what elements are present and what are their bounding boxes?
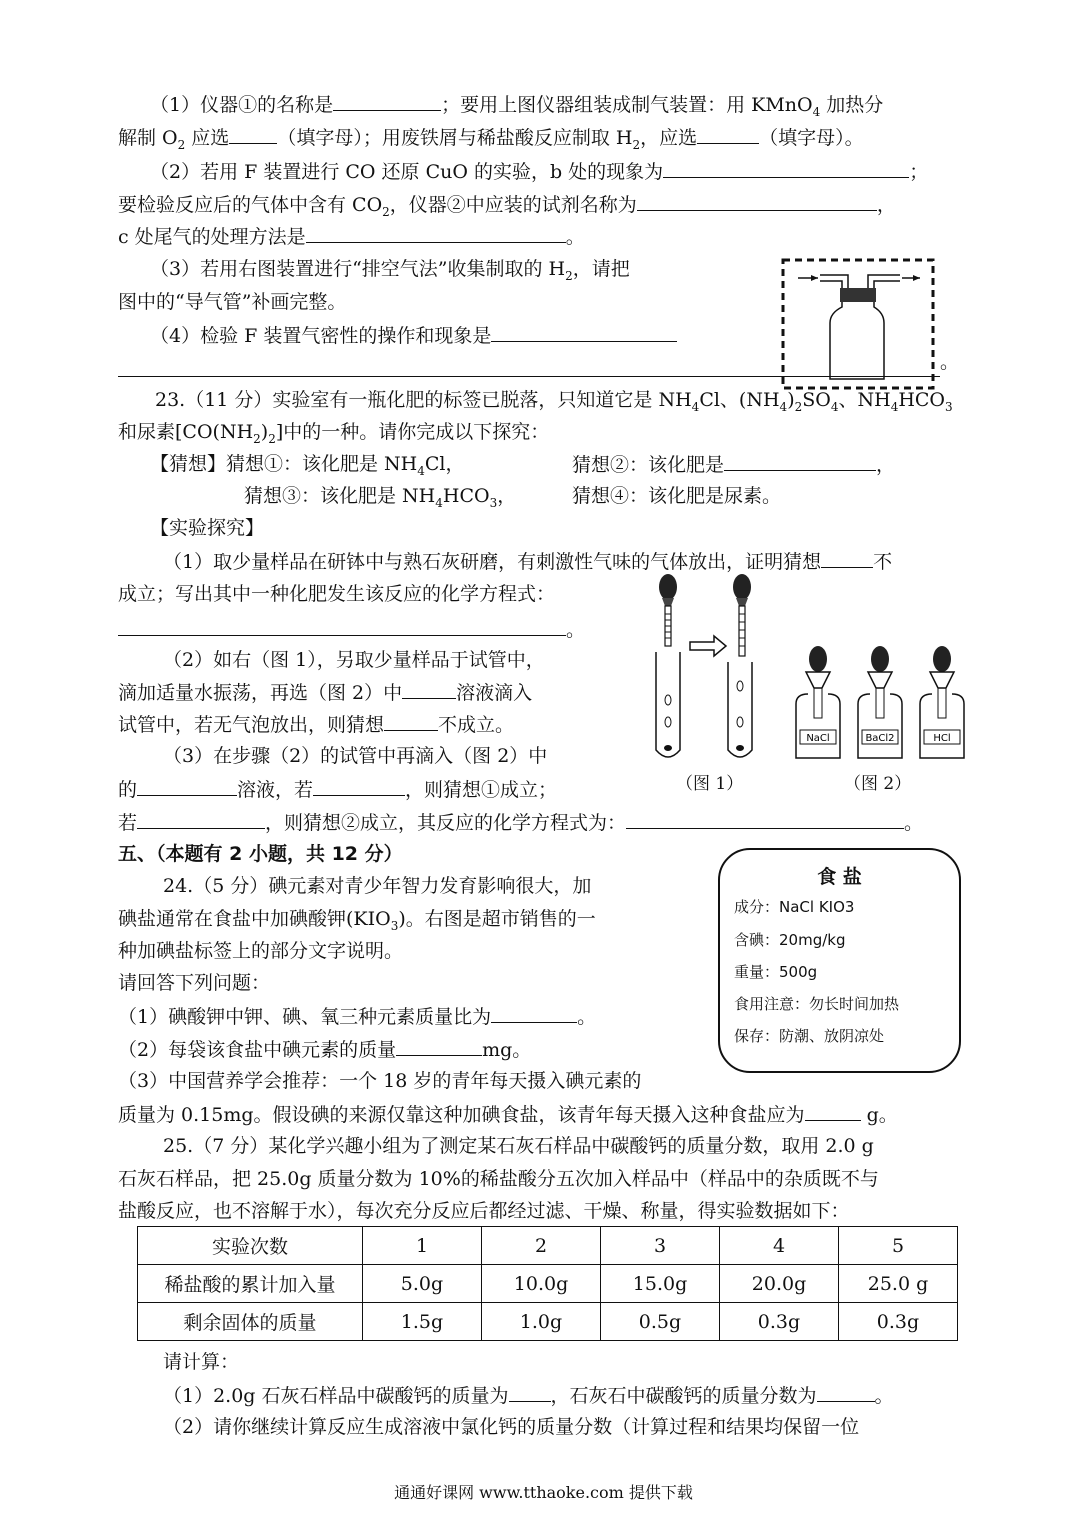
table-cell: 实验次数: [138, 1227, 363, 1265]
q23-line2: 和尿素$[CO(NH_2)_2]$中的一种。请你完成以下探究：: [118, 421, 550, 446]
q22-part4-line1: （4）检验 F 装置气密性的操作和现象是: [150, 321, 677, 350]
experiment-data-table: [137, 1226, 958, 1341]
guess-1: 【猜想】猜想①：该化肥是 $NH_4Cl$，: [150, 453, 465, 478]
q23-e1-line2: 成立；写出其中一种化肥发生该反应的化学方程式：: [118, 583, 556, 605]
answer-blank[interactable]: [229, 123, 277, 144]
gas-bottle-figure[interactable]: [780, 257, 938, 392]
answer-blank[interactable]: [313, 775, 405, 796]
q22-part4-end: 。: [940, 351, 960, 373]
q22-part1-line2: 解制 $O_2$ 应选 （填字母）；用废铁屑与稀盐酸反应制取 $H_2$，应选 （填字母）。: [118, 123, 864, 159]
answer-blank[interactable]: [626, 808, 904, 829]
q23-e2-line3: 试管中，若无气泡放出，则猜想 不成立。: [118, 710, 514, 739]
table-cell: 10.0g: [482, 1265, 601, 1303]
figure-1-test-tubes: [650, 572, 760, 768]
q22-part3-line1: （3）若用右图装置进行“排空气法”收集制取的 $H_2$，请把: [150, 258, 630, 283]
q25-line2: 石灰石样品，把 25.0g 质量分数为 10%的稀盐酸分五次加入样品中（样品中的杂质既不与: [118, 1168, 879, 1190]
salt-label-row: 重量：500g: [734, 963, 818, 981]
answer-blank[interactable]: [697, 123, 759, 144]
answer-blank[interactable]: [637, 190, 877, 211]
q25-line1: 25.（7 分）某化学兴趣小组为了测定某石灰石样品中碳酸钙的质量分数，取用 2.0 g: [163, 1135, 874, 1157]
salt-label-row: 含碘：20mg/kg: [734, 931, 846, 949]
salt-label-row: 成分：NaCl KIO3: [734, 898, 855, 916]
q23-e2-line2: 滴加适量水振荡，再选（图 2）中 溶液滴入: [118, 678, 532, 707]
answer-blank[interactable]: [333, 90, 441, 111]
guess-4: 猜想④：该化肥是尿素。: [572, 485, 782, 507]
figure-1-caption: （图 1）: [676, 774, 744, 794]
q22-part3-line2: 图中的“导气管”补画完整。: [118, 291, 347, 313]
q24-line3: 种加碘盐标签上的部分文字说明。: [118, 940, 404, 962]
answer-blank[interactable]: [821, 547, 873, 568]
answer-blank[interactable]: [509, 1381, 551, 1402]
answer-blank[interactable]: [817, 1381, 875, 1402]
answer-blank[interactable]: [118, 615, 566, 636]
table-cell: 20.0g: [720, 1265, 839, 1303]
q24-line1: 24.（5 分）碘元素对青少年智力发育影响很大，加: [163, 875, 592, 897]
answer-blank[interactable]: [491, 1002, 577, 1023]
bottle-label-hcl: HCl: [933, 733, 951, 744]
table-cell: 稀盐酸的累计加入量: [138, 1265, 363, 1303]
answer-blank[interactable]: [306, 222, 566, 243]
answer-blank[interactable]: [137, 808, 265, 829]
bottle-label-nacl: NaCl: [806, 733, 830, 744]
q24-line4: 请回答下列问题：: [118, 972, 271, 994]
q24-q3-line1: （3）中国营养学会推荐：一个 18 岁的青年每天摄入碘元素的: [118, 1070, 642, 1092]
guess-3: 猜想③：该化肥是 $NH_4HCO_3$，: [244, 485, 517, 510]
q22-part2-line3: c 处尾气的处理方法是 。: [118, 222, 585, 251]
answer-blank[interactable]: [805, 1100, 861, 1121]
page-footer: 通通好课网 www.tthaoke.com 提供下载: [394, 1483, 693, 1502]
table-cell: 4: [720, 1227, 839, 1265]
table-cell: 0.3g: [720, 1303, 839, 1341]
q25-line3: 盐酸反应，也不溶解于水），每次充分反应后都经过滤、干燥、称量，得实验数据如下：: [118, 1200, 850, 1222]
q25-calc-heading: 请计算：: [163, 1351, 240, 1373]
q24-q1: （1）碘酸钾中钾、碘、氧三种元素质量比为 。: [118, 1002, 596, 1031]
q25-calc-2: （2）请你继续计算反应生成溶液中氯化钙的质量分数（计算过程和结果均保留一位: [163, 1416, 860, 1438]
q25-calc-1: （1）2.0g 石灰石样品中碳酸钙的质量为 ，石灰石中碳酸钙的质量分数为 。: [163, 1381, 894, 1410]
table-cell: 0.3g: [839, 1303, 958, 1341]
table-header-row: [138, 1227, 958, 1265]
answer-blank[interactable]: [137, 775, 237, 796]
q24-q3-line2: 质量为 0.15mg。假设碘的来源仅靠这种加碘食盐，该青年每天摄入这种食盐应为 g。: [118, 1100, 898, 1129]
q23-e3-line2: 的 溶液，若 ，则猜想①成立；: [118, 775, 557, 804]
q24-line2: 碘盐通常在食盐中加碘酸钾$(KIO_3)$。右图是超市销售的一: [118, 908, 596, 933]
q23-e3-line1: （3）在步骤（2）的试管中再滴入（图 2）中: [163, 745, 548, 767]
figure-2-caption: （图 2）: [844, 774, 912, 794]
q22-part2-line1: （2）若用 F 装置进行 CO 还原 CuO 的实验，b 处的现象为 ；: [150, 157, 928, 186]
salt-label-box: [718, 848, 961, 1073]
table-cell: 剩余固体的质量: [138, 1303, 363, 1341]
table-cell: 5.0g: [363, 1265, 482, 1303]
answer-blank[interactable]: [384, 710, 438, 731]
answer-blank[interactable]: [724, 450, 876, 471]
answer-blank[interactable]: [663, 157, 909, 178]
table-row: [138, 1265, 958, 1303]
answer-blank[interactable]: [402, 678, 456, 699]
q23-e1-line1: （1）取少量样品在研钵中与熟石灰研磨，有刺激性气味的气体放出，证明猜想 不: [163, 547, 892, 576]
table-cell: 15.0g: [601, 1265, 720, 1303]
answer-blank[interactable]: [491, 321, 677, 342]
experiment-heading: 【实验探究】: [150, 517, 265, 539]
q23-line1: 23.（11 分）实验室有一瓶化肥的标签已脱落，只知道它是 $NH_4Cl$、$(NH_4)_2SO_4$、$NH_4HCO_3$: [155, 389, 953, 414]
salt-label-row: 保存：防潮、放阴凉处: [734, 1027, 885, 1045]
q23-e1-line3: 。: [118, 615, 585, 644]
table-cell: 5: [839, 1227, 958, 1265]
table-cell: 2: [482, 1227, 601, 1265]
section-5-heading: 五、（本题有 2 小题，共 12 分）: [118, 843, 403, 865]
q22-part2-line2: 要检验反应后的气体中含有 $CO_2$，仪器②中应装的试剂名称为 ，: [118, 190, 896, 226]
table-cell: 25.0 g: [839, 1265, 958, 1303]
q23-e3-line3: 若 ，则猜想②成立，其反应的化学方程式为： 。: [118, 808, 923, 837]
table-cell: 0.5g: [601, 1303, 720, 1341]
guess-2: 猜想②：该化肥是 ，: [572, 450, 895, 479]
table-cell: 1: [363, 1227, 482, 1265]
q22-part1-line1: （1）仪器①的名称是 ；要用上图仪器组装成制气装置：用 KMnO$_4$ 加热分: [150, 90, 883, 126]
q23-e2-line1: （2）如右（图 1），另取少量样品于试管中，: [163, 649, 545, 671]
figure-2-reagent-bottles: [790, 644, 965, 764]
table-cell: 3: [601, 1227, 720, 1265]
table-row: [138, 1303, 958, 1341]
answer-blank[interactable]: [396, 1035, 482, 1056]
salt-label-row: 食用注意：勿长时间加热: [734, 995, 900, 1013]
q24-q2: （2）每袋该食盐中碘元素的质量 mg。: [118, 1035, 531, 1064]
table-cell: 1.5g: [363, 1303, 482, 1341]
table-cell: 1.0g: [482, 1303, 601, 1341]
salt-label-title: 食 盐: [817, 866, 862, 888]
bottle-label-bacl2: BaCl2: [865, 733, 895, 744]
